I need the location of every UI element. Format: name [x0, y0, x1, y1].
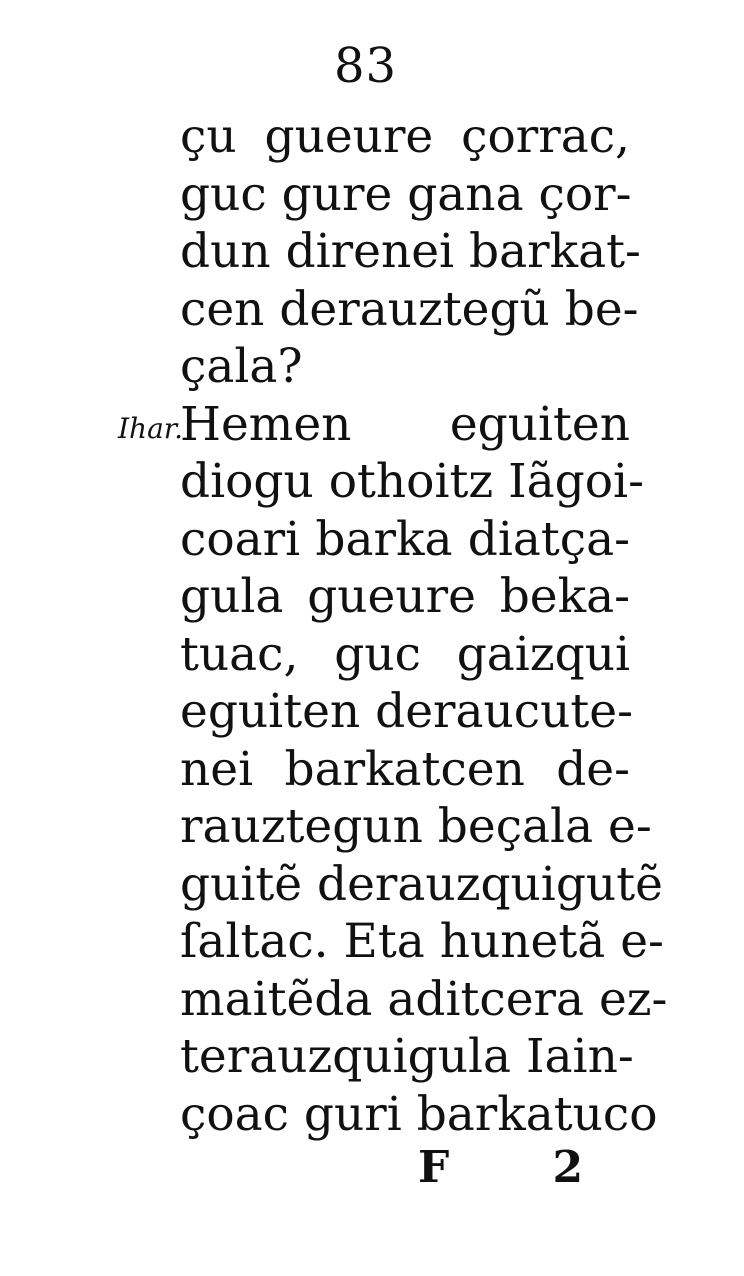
text-line: eguiten deraucute-: [180, 684, 633, 739]
text-line: ſaltac. Eta hunetã e-: [180, 914, 664, 969]
page-number: 83: [334, 38, 398, 94]
text-line: diogu othoitz Iãgoi-: [180, 454, 644, 509]
text-line: dun direnei barkat-: [180, 224, 641, 279]
text-line: nei barkatcen de-: [180, 741, 630, 797]
text-line: coari barka diatça-: [180, 511, 630, 567]
text-block: [118, 108, 668, 1143]
text-line: çoac guri barkatuco: [180, 1086, 658, 1142]
text-line: cen derauztegũ be-: [180, 281, 639, 337]
text-line: maitẽda aditcera ez-: [180, 971, 668, 1027]
text-line: terauzquigula Iain-: [180, 1029, 634, 1084]
text-line: rauztegun beçala e-: [180, 799, 652, 854]
text-line: guitẽ derauzquigutẽ: [180, 856, 663, 912]
text-line: çu gueure çorrac,: [180, 109, 630, 164]
speaker-label: Ihar.: [118, 411, 183, 445]
speaker-line: [118, 396, 630, 454]
signature-mark: F 2: [418, 1142, 628, 1193]
text-line: çala?: [180, 339, 303, 394]
text-line: tuac, guc gaizqui: [180, 626, 630, 682]
text-line: Hemen eguiten: [180, 396, 630, 452]
text-line: guc gure gana çor-: [180, 166, 632, 222]
text-line: gula gueure beka-: [180, 569, 630, 624]
